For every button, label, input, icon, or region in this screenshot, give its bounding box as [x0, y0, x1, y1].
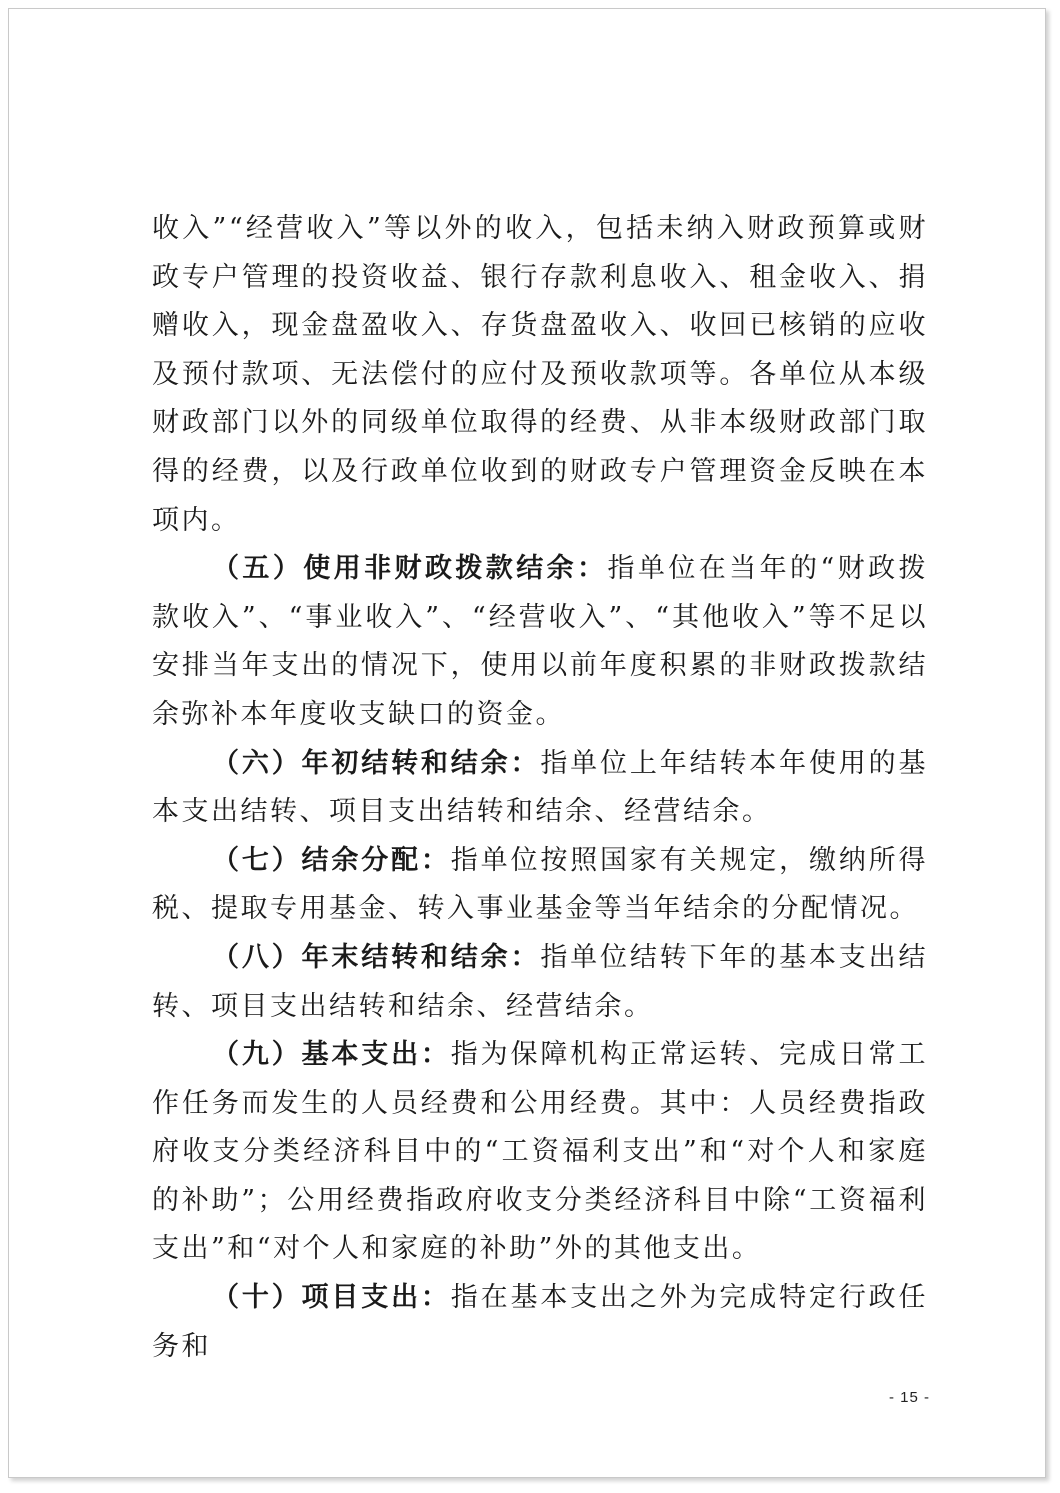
paragraph-text: 指单位在当年的“财政拨款收入”、“事业收入”、“经营收入”、“其他收入”等不足以安排当年支出的情况下，使用以前年度积累的非财政拨款结余弥补本年度收支缺口的资金。 [152, 553, 928, 730]
paragraph-text: 指单位上年结转本年使用的基本支出结转、项目支出结转和结余、经营结余。 [152, 747, 929, 828]
paragraph-item-10 [152, 1274, 928, 1371]
item-heading: （七）结余分配： [212, 844, 451, 876]
paragraph-text: 收入”“经营收入”等以外的收入，包括未纳入财政预算或财政专户管理的投资收益、银行存款利息收入、租金收入、捐赠收入，现金盘盈收入、存货盘盈收入、收回已核销的应收及预付款项、无法偿付的应付及预收款项等。各单位从本级财政部门以外的同级单位取得的经费、从非本级财政部门取得的经费，以及行政单位收到的财政专户管理资金反映在本项内。 [152, 213, 928, 536]
paragraph-item-6 [152, 740, 928, 837]
paragraph-item-7 [152, 837, 928, 934]
paragraph-item-5 [152, 545, 928, 739]
paragraph-continuation [152, 205, 928, 545]
item-heading: （五）使用非财政拨款结余： [212, 553, 608, 585]
item-heading: （十）项目支出： [212, 1282, 451, 1314]
page-frame [8, 8, 1046, 1478]
paragraph-text: 指单位结转下年的基本支出结转、项目支出结转和结余、经营结余。 [152, 941, 929, 1022]
item-heading: （九）基本支出： [212, 1039, 451, 1071]
page-number: - 15 - [889, 1389, 931, 1406]
document-body [152, 205, 928, 1371]
item-heading: （八）年末结转和结余： [212, 941, 541, 973]
paragraph-text: 指为保障机构正常运转、完成日常工作任务而发生的人员经费和公用经费。其中：人员经费指政府收支分类经济科目中的“工资福利支出”和“对个人和家庭的补助”；公用经费指政府收支分类经济科目中除“工资福利支出”和“对个人和家庭的补助”外的其他支出。 [152, 1039, 929, 1265]
paragraph-text: 指在基本支出之外为完成特定行政任务和 [152, 1282, 929, 1362]
paragraph-item-8 [152, 934, 928, 1031]
item-heading: （六）年初结转和结余： [212, 747, 541, 779]
paragraph-text: 指单位按照国家有关规定，缴纳所得税、提取专用基金、转入事业基金等当年结余的分配情况。 [152, 844, 929, 925]
paragraph-item-9 [152, 1031, 928, 1274]
